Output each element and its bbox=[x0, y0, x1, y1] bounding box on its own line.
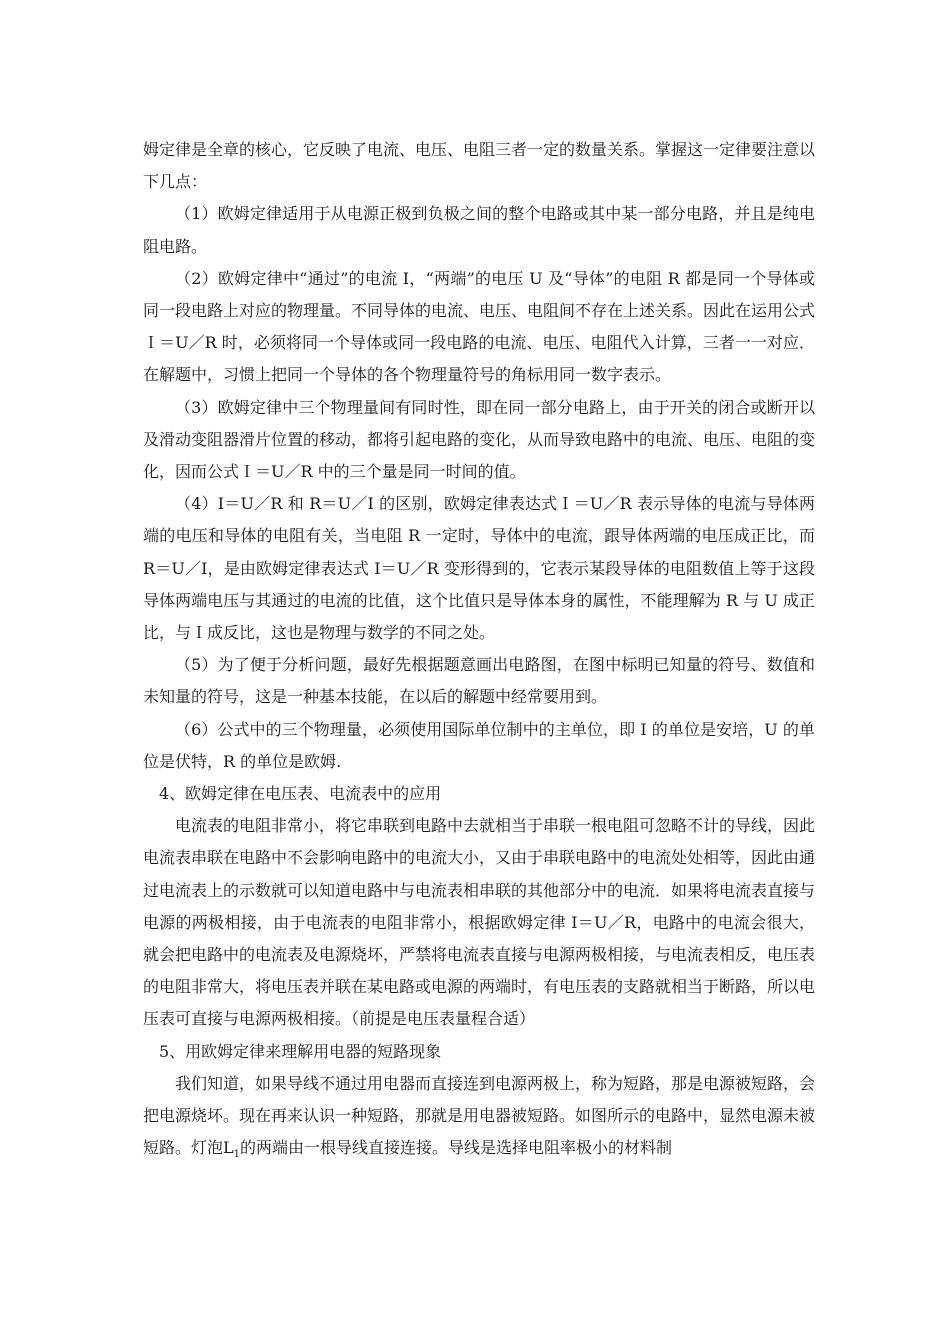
paragraph-point-5: （5）为了便于分析问题，最好先根据题意画出电路图，在图中标明已知量的符号、数值和未知量的符号，这是一种基本技能，在以后的解题中经常要用到。 bbox=[143, 655, 815, 707]
short-circuit-tail: 的两端由一根导线直接连接。导线是选择电阻率极小的材料制 bbox=[240, 1138, 673, 1158]
bulb-symbol: L bbox=[223, 1138, 234, 1158]
paragraph-intro: 姆定律是全章的核心，它反映了电流、电压、电阻三者一定的数量关系。掌握这一定律要注意以下几点： bbox=[143, 140, 816, 192]
paragraph-point-4: （4）I＝U／R 和 R＝U／I 的区别，欧姆定律表达式Ｉ＝U／R 表示导体的电流与导体两端的电压和导体的电阻有关，当电阻 R 一定时，导体中的电流，跟导体两端的电压成正比，而 R＝U／I，是由欧姆定律表达式 I＝U／R 变形得到的，它表示某段导体的电阻数值上等于这段导体两端电压与其通过的电流的比值，这个比值只是导体本身的属性，不能理解为 R 与 U 成正比，与Ｉ成反比，这也是物理与数学的不同之处。 bbox=[143, 494, 815, 643]
paragraph-meters: 电流表的电阻非常小，将它串联到电路中去就相当于串联一根电阻可忽略不计的导线，因此电流表串联在电路中不会影响电路中的电流大小，又由于串联电路中的电流处处相等，因此由通过电流表上的示数就可以知道电路中与电流表相串联的其他部分中的电流．如果将电流表直接与电源的两极相接，由于电流表的电阻非常小，根据欧姆定律 I＝U／R，电路中的电流会很大，就会把电路中的电流表及电源烧坏，严禁将电流表直接与电源两极相接，与电流表相反，电压表的电阻非常大，将电压表并联在某电路或电源的两端时，有电压表的支路就相当于断路，所以电压表可直接与电源两极相接。（前提是电压表量程合适） bbox=[143, 816, 816, 1029]
document-body bbox=[143, 134, 815, 1165]
paragraph-point-2: （2）欧姆定律中“通过”的电流 I，“两端”的电压 U 及“导体”的电阻 R 都是同一个导体或同一段电路上对应的物理量。不同导体的电流、电压、电阻间不存在上述关系。因此在运用公式Ｉ＝U／R 时，必须将同一个导体或同一段电路的电流、电压、电阻代入计算，三者一一对应．在解题中，习惯上把同一个导体的各个物理量符号的角标用同一数字表示。 bbox=[143, 268, 816, 385]
paragraph-point-3: （3）欧姆定律中三个物理量间有同时性，即在同一部分电路上，由于开关的闭合或断开以及滑动变阻器滑片位置的移动，都将引起电路的变化，从而导致电路中的电流、电压、电阻的变化，因而公式Ｉ＝U／R 中的三个量是同一时间的值。 bbox=[143, 397, 816, 482]
bulb-subscript: 1 bbox=[233, 1149, 241, 1161]
paragraph-point-6: （6）公式中的三个物理量，必须使用国际单位制中的主单位，即 I 的单位是安培，U 的单位是伏特，R 的单位是欧姆. bbox=[143, 719, 815, 771]
short-circuit-text: 我们知道，如果导线不通过用电器而直接连到电源两极上，称为短路，那是电源被短路，会把电源烧坏。现在再来认识一种短路，那就是用电器被短路。如图所示的电路中，显然电源未被短路。灯泡 bbox=[143, 1073, 816, 1158]
paragraph-short-circuit bbox=[143, 1068, 815, 1165]
section-heading-5: 5、用欧姆定律来理解用电器的短路现象 bbox=[159, 1041, 442, 1061]
paragraph-point-1: （1）欧姆定律适用于从电源正极到负极之间的整个电路或其中某一部分电路，并且是纯电阻电路。 bbox=[143, 204, 815, 256]
section-heading-4: 4、欧姆定律在电压表、电流表中的应用 bbox=[159, 784, 442, 804]
